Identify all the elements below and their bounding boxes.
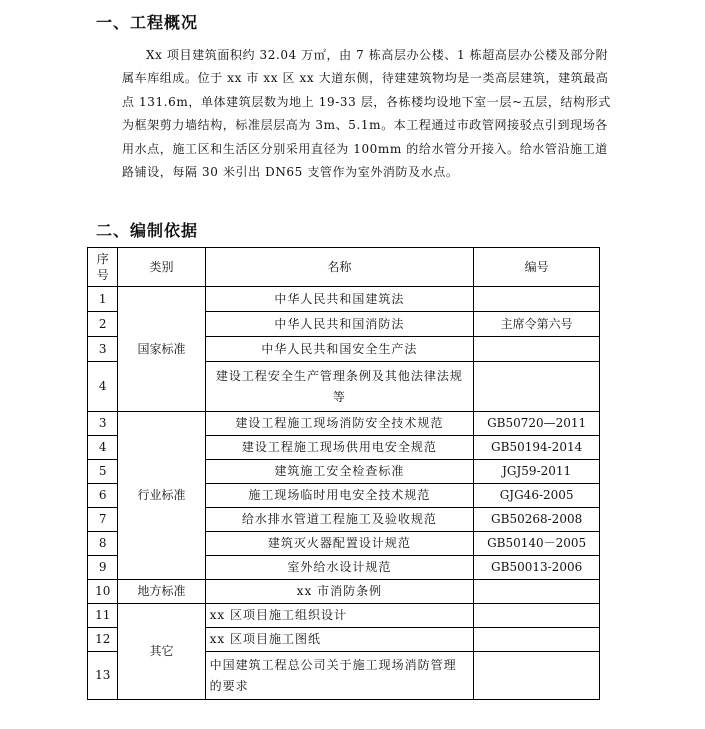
row-no: 3	[88, 337, 118, 362]
row-no: 13	[88, 652, 118, 700]
row-code	[474, 580, 600, 604]
row-no: 10	[88, 580, 118, 604]
row-code: GJG46-2005	[474, 484, 600, 508]
row-code: GB50140－2005	[474, 532, 600, 556]
row-no: 5	[88, 460, 118, 484]
row-name: 建设工程安全生产管理条例及其他法律法规等	[205, 362, 474, 412]
row-no: 12	[88, 628, 118, 652]
row-code	[474, 628, 600, 652]
row-code: GB50268-2008	[474, 508, 600, 532]
row-no: 7	[88, 508, 118, 532]
row-code	[474, 604, 600, 628]
header-no: 序号	[88, 248, 118, 287]
table-row	[88, 287, 600, 312]
row-no: 6	[88, 484, 118, 508]
row-code: GB50720—2011	[474, 412, 600, 436]
row-name: xx 区项目施工组织设计	[205, 604, 474, 628]
row-name: 施工现场临时用电安全技术规范	[205, 484, 474, 508]
row-name: 中华人民共和国消防法	[205, 312, 474, 337]
row-name: xx 区项目施工图纸	[205, 628, 474, 652]
section-heading-overview: 一、工程概况	[96, 13, 199, 32]
category-cell: 国家标准	[118, 287, 205, 412]
row-name: 建筑施工安全检查标准	[205, 460, 474, 484]
row-code: GB50013-2006	[474, 556, 600, 580]
row-no: 4	[88, 362, 118, 412]
overview-paragraph: Xx 项目建筑面积约 32.04 万㎡，由 7 栋高层办公楼、1 栋超高层办公楼及部分附属车库组成。位于 xx 市 xx 区 xx 大道东侧，待建建筑物均是一类高层建筑，建筑最高点 131.6m，单体建筑层数为地上 19-33 层，各栋楼均设地下室一层~五层，结构形式为框架剪力墙结构，标准层层高为 3m、5.1m。本工程通过市政管网接驳点引到现场各用水点，施工区和生活区分别采用直径为 100mm 的给水管分开接入。给水管沿施工道路铺设，每隔 30 米引出 DN65 支管作为室外消防及水点。	[122, 48, 611, 180]
row-code: GB50194-2014	[474, 436, 600, 460]
row-name: 中国建筑工程总公司关于施工现场消防管理的要求	[205, 652, 474, 700]
category-cell: 行业标准	[118, 412, 205, 580]
row-no: 2	[88, 312, 118, 337]
row-name: 室外给水设计规范	[205, 556, 474, 580]
header-name: 名称	[205, 248, 474, 287]
row-code	[474, 287, 600, 312]
row-no: 8	[88, 532, 118, 556]
category-cell: 其它	[118, 604, 205, 700]
row-name: 建筑灭火器配置设计规范	[205, 532, 474, 556]
category-cell: 地方标准	[118, 580, 205, 604]
row-no: 3	[88, 412, 118, 436]
row-name: 建设工程施工现场消防安全技术规范	[205, 412, 474, 436]
header-category: 类别	[118, 248, 205, 287]
table-row	[88, 580, 600, 604]
row-no: 1	[88, 287, 118, 312]
row-code	[474, 337, 600, 362]
row-name: xx 市消防条例	[205, 580, 474, 604]
row-no: 9	[88, 556, 118, 580]
row-no: 11	[88, 604, 118, 628]
section-heading-basis: 二、编制依据	[96, 221, 199, 240]
header-code: 编号	[474, 248, 600, 287]
row-code	[474, 652, 600, 700]
row-code: 主席令第六号	[474, 312, 600, 337]
row-name: 建设工程施工现场供用电安全规范	[205, 436, 474, 460]
row-no: 4	[88, 436, 118, 460]
row-code	[474, 362, 600, 412]
basis-table	[87, 247, 600, 700]
table-header-row	[88, 248, 600, 287]
row-name: 给水排水管道工程施工及验收规范	[205, 508, 474, 532]
row-name: 中华人民共和国建筑法	[205, 287, 474, 312]
row-code: JGJ59-2011	[474, 460, 600, 484]
row-name: 中华人民共和国安全生产法	[205, 337, 474, 362]
table-row	[88, 604, 600, 628]
table-row	[88, 412, 600, 436]
